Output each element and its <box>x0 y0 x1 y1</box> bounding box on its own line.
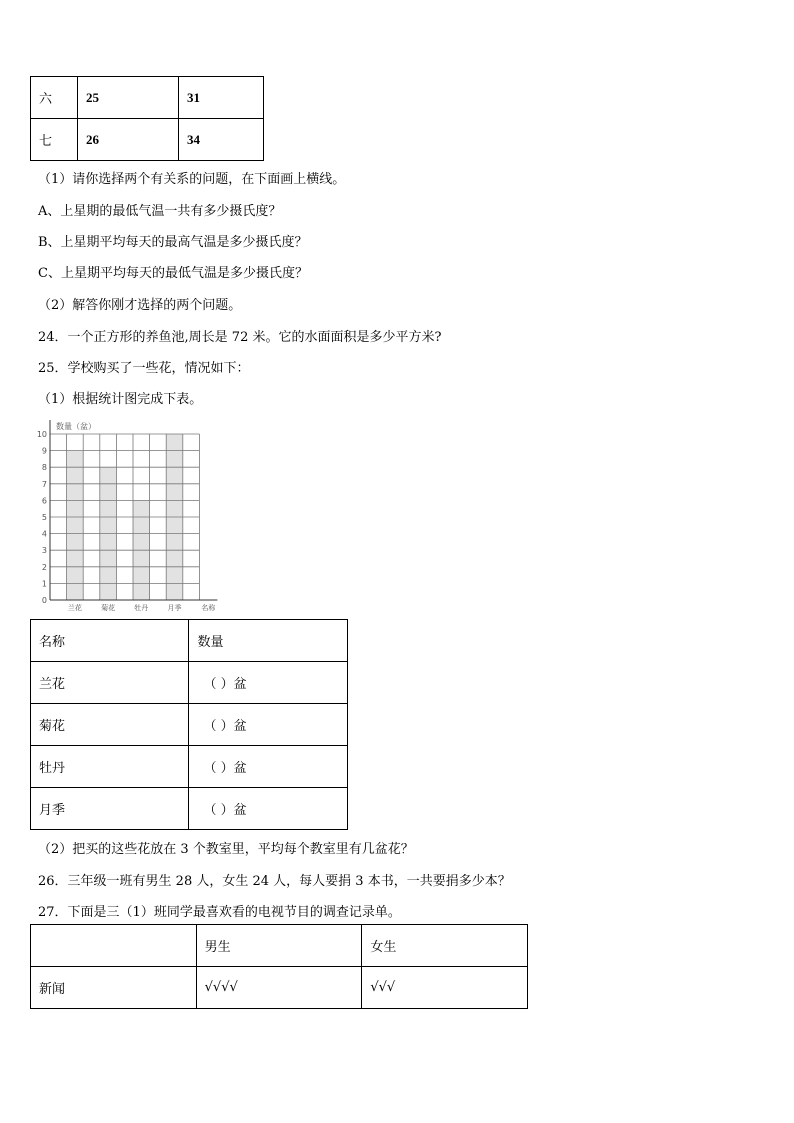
high-temp-cell: 31 <box>179 77 264 119</box>
header-blank <box>31 925 197 967</box>
x-tick-label: 菊花 <box>101 604 116 612</box>
header-name: 名称 <box>31 620 189 662</box>
table-row <box>31 746 348 788</box>
flower-name-cell: 菊花 <box>31 704 189 746</box>
y-tick-label: 2 <box>41 562 47 572</box>
day-cell: 七 <box>31 119 78 161</box>
high-temp-cell: 34 <box>179 119 264 161</box>
y-tick-label: 5 <box>41 513 47 522</box>
bar-兰花 <box>67 451 84 600</box>
tv-survey-table <box>30 924 528 1009</box>
y-tick-label: 8 <box>41 463 47 473</box>
header-qty: 数量 <box>189 620 348 662</box>
day-cell: 六 <box>31 77 78 119</box>
q23-part1: （1）请你选择两个有关系的问题，在下面画上横线。 <box>38 172 346 187</box>
q25-part2: （2）把买的这些花放在 3 个教室里，平均每个教室里有几盆花？ <box>38 842 414 857</box>
y-tick-label: 3 <box>41 546 47 556</box>
flower-name-cell: 月季 <box>31 788 189 830</box>
q26-text: 26．三年级一班有男生 28 人，女生 24 人，每人要捐 3 本书，一共要捐多少本？ <box>38 874 511 889</box>
table-row <box>31 788 348 830</box>
x-tick-label: 兰花 <box>67 604 82 612</box>
q23-option-a: A、上星期的最低气温一共有多少摄氏度？ <box>38 204 282 219</box>
y-tick-label: 9 <box>41 446 47 456</box>
flower-count-table <box>30 619 348 830</box>
temperature-table <box>30 76 264 161</box>
y-tick-label: 10 <box>36 430 47 439</box>
q23-option-c: C、上星期平均每天的最低气温是多少摄氏度？ <box>38 266 308 281</box>
table-row <box>31 967 528 1009</box>
x-tick-label: 牡丹 <box>134 604 149 612</box>
table-row <box>31 662 348 704</box>
q23-option-b: B、上星期平均每天的最高气温是多少摄氏度？ <box>38 235 308 250</box>
table-row <box>31 77 264 119</box>
y-tick-label: 4 <box>41 529 47 539</box>
flower-qty-blank: （ ）盆 <box>189 704 348 746</box>
header-boys: 男生 <box>196 925 362 967</box>
flower-name-cell: 兰花 <box>31 662 189 704</box>
q25-part1: （1）根据统计图完成下表。 <box>38 392 203 407</box>
y-tick-label: 0 <box>41 596 47 605</box>
x-tick-label: 月季 <box>167 604 182 612</box>
table-header-row <box>31 925 528 967</box>
q23-part2: （2）解答你刚才选择的两个问题。 <box>38 298 242 313</box>
x-axis-title: 名称 <box>201 604 216 612</box>
low-temp-cell: 25 <box>78 77 179 119</box>
y-tick-label: 7 <box>41 479 47 489</box>
y-tick-label: 1 <box>41 579 47 589</box>
table-row <box>31 119 264 161</box>
y-axis-title: 数量（盆） <box>56 422 96 431</box>
flower-bar-chart <box>28 412 248 612</box>
q25-text: 25．学校购买了一些花，情况如下： <box>38 361 250 376</box>
flower-name-cell: 牡丹 <box>31 746 189 788</box>
q27-text: 27．下面是三（1）班同学最喜欢看的电视节目的调查记录单。 <box>38 905 401 920</box>
header-girls: 女生 <box>362 925 528 967</box>
boys-tally-cell: √√√√ <box>196 967 362 1009</box>
program-cell: 新闻 <box>31 967 197 1009</box>
girls-tally-cell: √√√ <box>362 967 528 1009</box>
flower-qty-blank: （ ）盆 <box>189 746 348 788</box>
table-row <box>31 704 348 746</box>
q24-text: 24．一个正方形的养鱼池,周长是 72 米。它的水面面积是多少平方米? <box>38 330 442 345</box>
flower-qty-blank: （ ）盆 <box>189 788 348 830</box>
flower-qty-blank: （ ）盆 <box>189 662 348 704</box>
low-temp-cell: 26 <box>78 119 179 161</box>
y-tick-label: 6 <box>41 496 47 506</box>
table-header-row <box>31 620 348 662</box>
